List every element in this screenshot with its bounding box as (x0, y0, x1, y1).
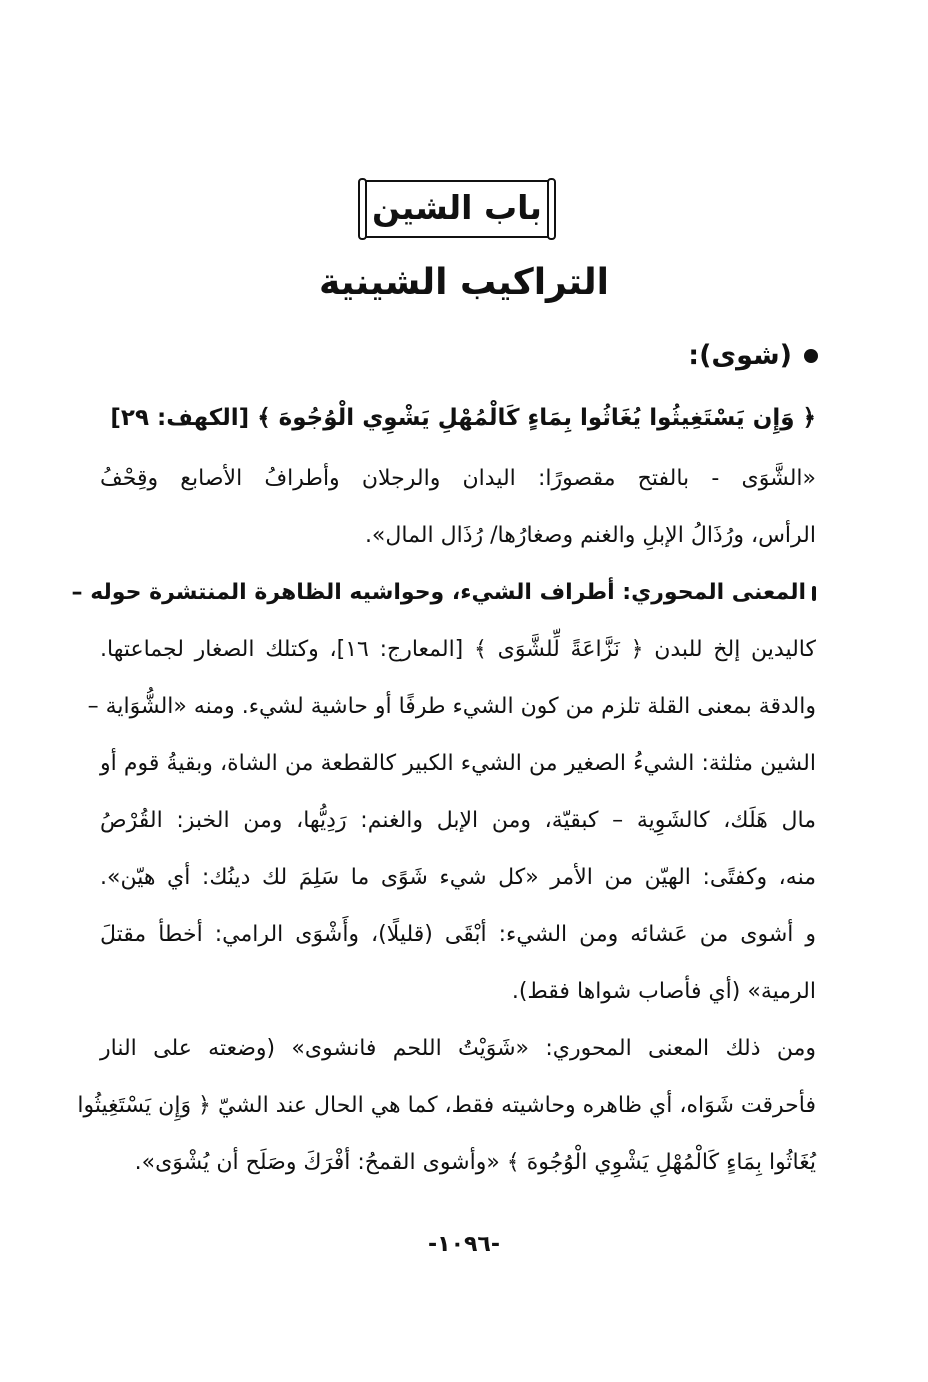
body-line: الرمية» (أي فأصاب شواها فقط). (511, 979, 816, 1004)
quran-citation: ﴿ وَإِن يَسْتَغِيثُوا يُغَاثُوا بِمَاءٍ كَالْمُهْلِ يَشْوِي الْوُجُوهَ ﴾ [الكهف: ٢٩] (110, 405, 816, 431)
body-line: «الشَّوَى - بالفتح مقصورًا: اليدان والرجلان وأطرافُ الأصابع وقِحْفُ (100, 466, 816, 491)
bullet-dot-icon (804, 349, 818, 363)
body-line: المعنى المحوري: أطراف الشيء، وحواشيه الظاهرة المنتشرة حوله – (71, 580, 806, 605)
body-line-with-marker (71, 580, 816, 606)
section-title: التراكيب الشينية (319, 262, 609, 303)
body-line: منه، وكفتًى: الهيّن من الأمر «كل شيء شَوًى ما سَلِمَ لك دينُك: أي هيّن». (100, 865, 816, 890)
entry-heading: (شوى): (688, 340, 792, 371)
body-line: مال هَلَك، كالشَوِية – كبقيّة، ومن الإبل والغنم: رَدِيُّها، ومن الخبز: القُرْصُ (100, 808, 816, 833)
entry-heading-row (688, 340, 818, 371)
body-line: يُغَاثُوا بِمَاءٍ كَالْمُهْلِ يَشْوِي الْوُجُوهَ ﴾ «وأشوى القمحُ: أفْرَكَ وصَلَح أن يُشْوَى». (134, 1150, 816, 1175)
chapter-title: باب الشين (372, 188, 542, 227)
page-number: -١٠٩٦- (428, 1232, 500, 1257)
body-line: والدقة بمعنى القلة تلزم من كون الشيء طرفًا أو حاشية لشيء. ومنه «الشُّوَاية – (87, 694, 816, 719)
body-line: فأحرقت شَوَاه، أي ظاهره وحاشيته فقط، كما هي الحال عند الشيّ ﴿ وَإِن يَسْتَغِيثُوا (77, 1093, 816, 1118)
body-line: كاليدين إلخ للبدن ﴿ نَزَّاعَةً لِّلشَّوَى ﴾ [المعارج: ١٦]، وكتلك الصغار لجماعتها. (100, 637, 816, 662)
body-line: الشين مثلثة: الشيءُ الصغير من الشيء الكبير كالقطعة من الشاة، وبقيةُ قوم أو (100, 751, 816, 776)
chapter-title-frame (364, 180, 550, 238)
body-line: الرأس، ورُذَالُ الإبلِ والغنم وصغارُها/ رُذَال المال». (364, 523, 816, 548)
square-marker-icon (812, 586, 816, 601)
body-line: و أشوى من عَشائه ومن الشيء: أبْقَى (قليلًا)، وأَشْوَى الرامي: أخطأ مقتلَ (100, 922, 816, 947)
body-line: ومن ذلك المعنى المحوري: «شَوَيْتُ اللحم فانشوى» (وضعته على النار (100, 1036, 816, 1061)
